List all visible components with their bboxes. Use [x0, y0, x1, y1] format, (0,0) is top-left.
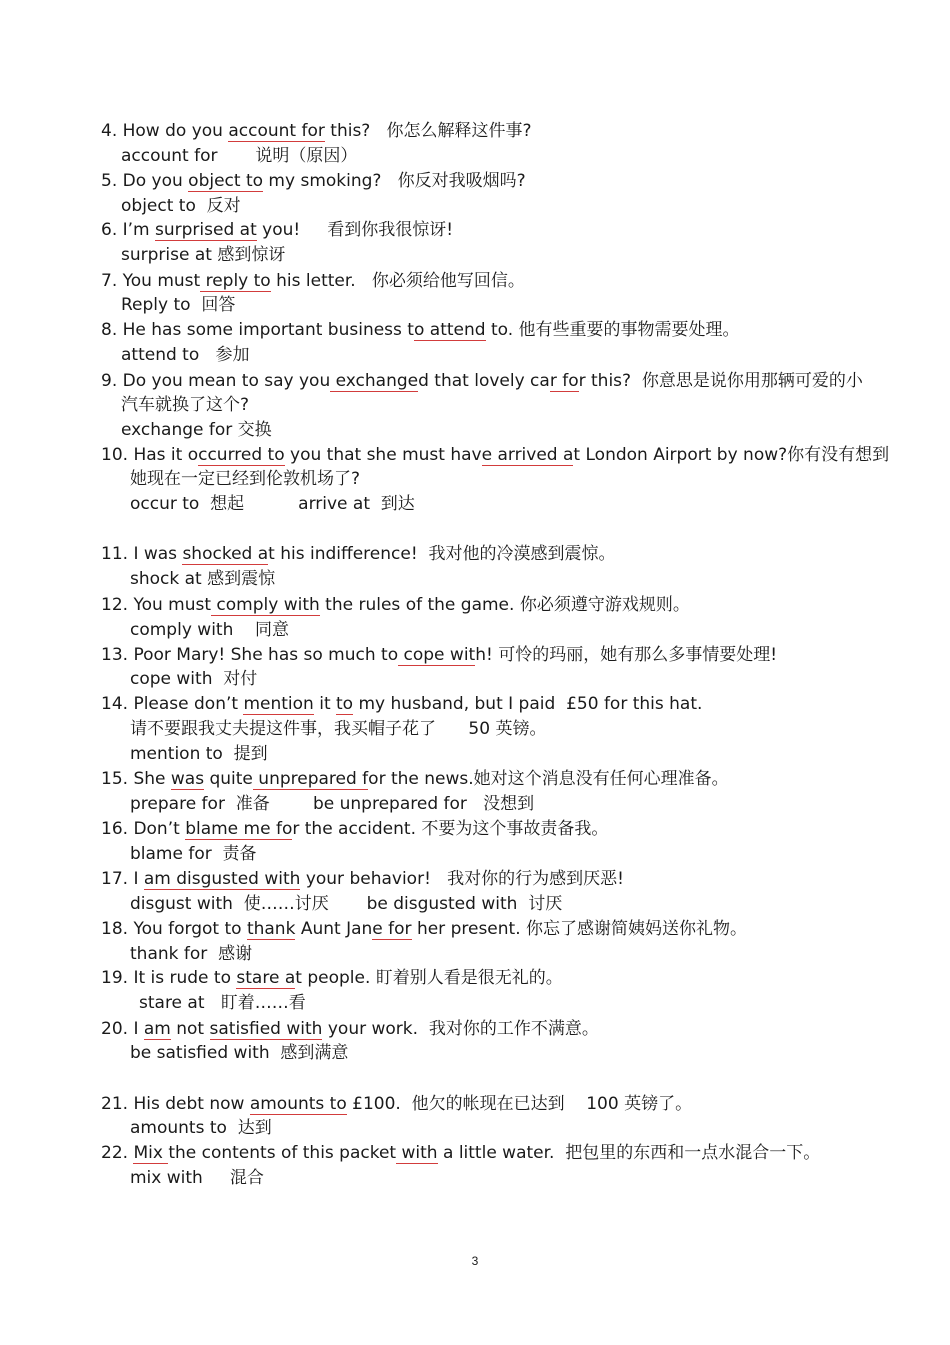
text-segment: amounts to 达到: [130, 1118, 272, 1138]
text-segment: a little water. 把包里的东西和一点水混合一下。: [437, 1143, 821, 1163]
text-line: [101, 219, 453, 241]
text-segment: disgust with 使……讨厌 be disgusted with 讨厌: [130, 894, 563, 914]
underlined-phrase: to: [336, 694, 354, 714]
text-segment: 16. Don’t: [101, 819, 186, 839]
text-line: [121, 419, 272, 441]
text-line: [101, 1018, 599, 1040]
text-line: [130, 943, 252, 965]
text-segment: you that she must hav: [284, 445, 482, 465]
text-line: [121, 244, 285, 266]
text-line: [101, 444, 889, 466]
text-line: [130, 743, 268, 765]
text-segment: 14. Please don’t: [101, 694, 244, 714]
underlined-phrase: blame me fo: [185, 819, 293, 839]
text-segment: 7. You must: [101, 271, 201, 291]
text-segment: 21. His debt now: [101, 1094, 250, 1114]
text-segment: r this? 你意思是说你用那辆可爱的小: [578, 371, 863, 391]
text-segment: h! 可怜的玛丽，她有那么多事情要处理!: [475, 645, 778, 665]
text-segment: 4. How do you: [101, 121, 229, 141]
text-line: [130, 1167, 264, 1189]
text-line: [130, 568, 275, 590]
text-line: [130, 843, 257, 865]
underlined-phrase: reply to: [200, 271, 271, 291]
underlined-phrase: was: [170, 769, 205, 789]
underlined-phrase: e for: [372, 919, 412, 939]
underlined-phrase: r fo: [549, 371, 579, 391]
text-segment: my husband, but I paid £50 for this hat.: [353, 694, 703, 714]
text-segment: it: [313, 694, 337, 714]
text-line: [130, 718, 546, 740]
text-segment: 8. He has some important business t: [101, 320, 414, 340]
text-segment: 17. I: [101, 869, 144, 889]
text-line: [130, 793, 534, 815]
text-line: [130, 893, 562, 915]
text-segment: mention to 提到: [130, 744, 268, 764]
text-segment: account for 说明（原因）: [121, 146, 358, 166]
text-segment: exchange for 交换: [121, 420, 272, 440]
underlined-phrase: thank: [246, 919, 296, 939]
text-line: [101, 693, 702, 715]
text-segment: the rules of the game. 你必须遵守游戏规则。: [319, 595, 690, 615]
text-segment: thank for 感谢: [130, 944, 253, 964]
text-segment: occur to 想起 arrive at 到达: [130, 494, 415, 514]
text-segment: to. 他有些重要的事物需要处理。: [485, 320, 740, 340]
text-segment: not: [170, 1019, 210, 1039]
text-segment: £100. 他欠的帐现在已达到 100 英镑了。: [346, 1094, 693, 1114]
underlined-phrase: am: [143, 1019, 171, 1039]
text-segment: your work. 我对你的工作不满意。: [322, 1019, 599, 1039]
text-segment: 18. You forgot to: [101, 919, 247, 939]
text-line: [130, 1042, 348, 1064]
underlined-phrase: unprepared f: [252, 769, 369, 789]
text-segment: prepare for 准备 be unprepared for 没想到: [130, 794, 535, 814]
text-line: [139, 992, 306, 1014]
text-line: [130, 619, 289, 641]
text-line: [101, 818, 608, 840]
text-segment: mix with 混合: [130, 1168, 264, 1188]
underlined-phrase: stare a: [236, 968, 296, 988]
underlined-phrase: with: [396, 1143, 438, 1163]
underlined-phrase: surprised at: [155, 220, 257, 240]
underlined-phrase: mention: [243, 694, 314, 714]
text-segment: stare at 盯着……看: [139, 993, 306, 1013]
text-segment: t his indifference! 我对他的冷漠感到震惊。: [268, 544, 616, 564]
text-line: [101, 170, 526, 192]
text-line: [121, 344, 249, 366]
text-segment: attend to 参加: [121, 345, 250, 365]
text-line: [101, 319, 740, 341]
text-segment: comply with 同意: [130, 620, 289, 640]
text-line: [101, 270, 525, 292]
text-segment: 11. I was: [101, 544, 183, 564]
text-segment: cope with 对付: [130, 669, 258, 689]
text-segment: be satisfied with 感到满意: [130, 1043, 349, 1063]
text-segment: object to 反对: [121, 196, 241, 216]
underlined-phrase: shocked a: [182, 544, 269, 564]
underlined-phrase: comply with: [211, 595, 320, 615]
text-line: [121, 145, 357, 167]
text-segment: 请不要跟我丈夫提这件事，我买帽子花了 50 英镑。: [130, 719, 547, 739]
underlined-phrase: exchange: [330, 371, 419, 391]
page-number: 3: [471, 1254, 479, 1268]
text-segment: surprise at 感到惊讶: [121, 245, 286, 265]
underlined-phrase: object to: [188, 171, 264, 191]
text-segment: 她现在一定已经到伦敦机场了?: [130, 469, 361, 489]
text-line: [101, 120, 532, 142]
text-segment: 22.: [101, 1143, 134, 1163]
text-line: [130, 1117, 272, 1139]
text-segment: your behavior! 我对你的行为感到厌恶!: [300, 869, 624, 889]
text-segment: his letter. 你必须给他写回信。: [270, 271, 525, 291]
text-line: [101, 1142, 820, 1164]
text-segment: 20. I: [101, 1019, 144, 1039]
text-line: [101, 768, 729, 790]
text-segment: r the accident. 不要为这个事故责备我。: [292, 819, 609, 839]
text-segment: 6. I’m: [101, 220, 156, 240]
text-line: [130, 493, 415, 515]
text-line: [101, 868, 624, 890]
text-segment: blame for 责备: [130, 844, 257, 864]
text-segment: Reply to 回答: [121, 295, 236, 315]
text-segment: 15. She: [101, 769, 171, 789]
text-segment: quite: [204, 769, 253, 789]
text-segment: my smoking? 你反对我吸烟吗?: [263, 171, 526, 191]
text-segment: her present. 你忘了感谢简姨妈送你礼物。: [411, 919, 748, 939]
text-segment: t people. 盯着别人看是很无礼的。: [295, 968, 563, 988]
text-segment: 汽车就换了这个?: [121, 395, 250, 415]
underlined-phrase: o attend: [413, 320, 486, 340]
text-segment: 19. It is rude to: [101, 968, 237, 988]
text-segment: you! 看到你我很惊讶!: [256, 220, 454, 240]
text-segment: shock at 感到震惊: [130, 569, 276, 589]
underlined-phrase: Mix: [133, 1143, 169, 1163]
text-segment: 5. Do you: [101, 171, 189, 191]
text-segment: Aunt Jan: [295, 919, 373, 939]
text-segment: 10. Has it o: [101, 445, 199, 465]
text-line: [121, 294, 235, 316]
underlined-phrase: ccurred to: [198, 445, 285, 465]
underlined-phrase: am disgusted with: [143, 869, 301, 889]
text-segment: 13. Poor Mary! She has so much to: [101, 645, 399, 665]
text-line: [101, 594, 690, 616]
text-segment: the contents of this packet: [168, 1143, 397, 1163]
underlined-phrase: cope wit: [398, 645, 476, 665]
text-line: [130, 668, 257, 690]
text-segment: d that lovely ca: [418, 371, 550, 391]
text-segment: t London Airport by now?你有没有想到: [573, 445, 890, 465]
underlined-phrase: e arrived a: [481, 445, 574, 465]
text-line: [101, 543, 615, 565]
text-line: [121, 195, 241, 217]
text-line: [101, 644, 777, 666]
text-segment: this? 你怎么解释这件事?: [324, 121, 532, 141]
text-segment: or the news.她对这个消息没有任何心理准备。: [368, 769, 729, 789]
underlined-phrase: account for: [228, 121, 325, 141]
text-segment: 9. Do you mean to say you: [101, 371, 331, 391]
text-line: [101, 967, 563, 989]
underlined-phrase: satisfied with: [209, 1019, 323, 1039]
text-segment: 12. You must: [101, 595, 212, 615]
text-line: [101, 918, 747, 940]
text-line: [101, 370, 863, 392]
text-line: [130, 468, 360, 490]
underlined-phrase: amounts to: [249, 1094, 347, 1114]
text-line: [101, 1093, 692, 1115]
text-line: [121, 394, 249, 416]
